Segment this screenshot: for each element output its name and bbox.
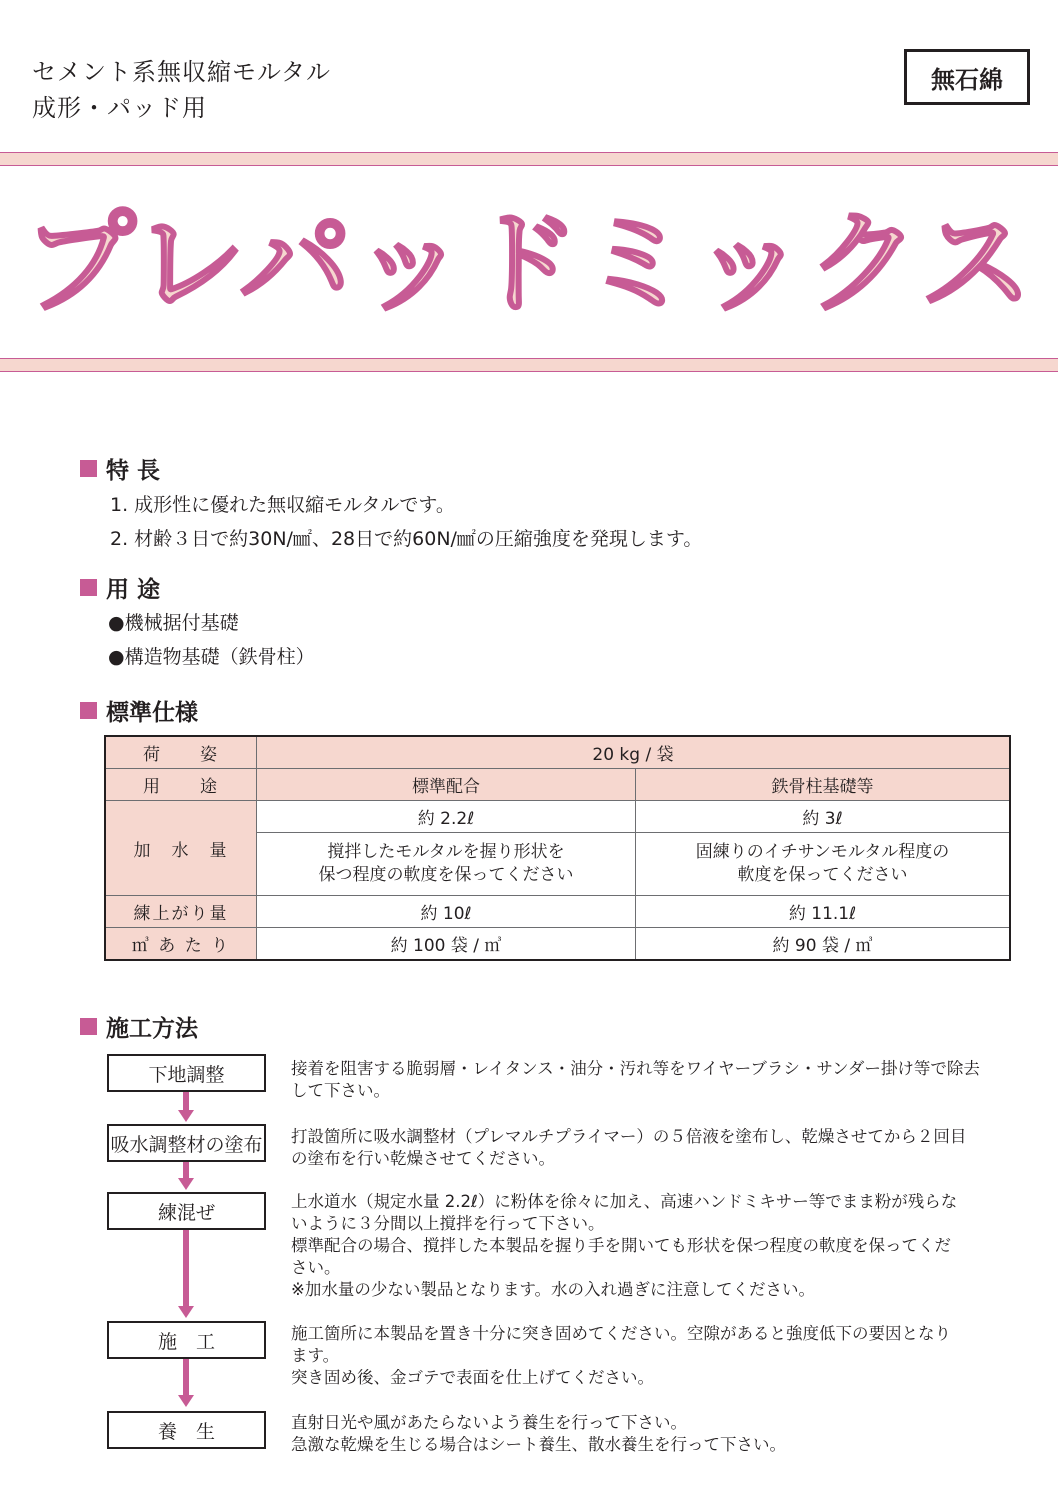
label-per-m3: ㎥ あ た り [105,928,257,961]
step-desc-line: ※加水量の少ない製品となります。水の入れ過ぎに注意してください。 [291,1280,816,1299]
top-band [0,152,1058,166]
step-desc-line: 上水道水（規定水量 2.2ℓ）に粉体を徐々に加え、高速ハンドミキサー等でまま粉が残らな [291,1192,958,1211]
water-col1-note [257,833,636,896]
features-heading-text: 特 長 [106,458,161,484]
use-col2: 鉄骨柱基礎等 [636,769,1011,801]
step-desc-line: ます。 [291,1346,340,1365]
step-desc-line: 施工箇所に本製品を置き十分に突き固めてください。空隙があると強度低下の要因となり [291,1324,951,1343]
use-item-1: ●機械据付基礎 [108,612,239,634]
down-arrow-icon [180,1092,192,1124]
step-desc-line: 標準配合の場合、撹拌した本製品を握り手を開いても形状を保つ程度の軟度を保ってくだ [291,1236,951,1255]
down-arrow-icon [180,1230,192,1320]
step-desc-1 [291,1058,991,1102]
asbestos-free-badge: 無石綿 [904,49,1030,105]
table-row [105,896,1010,928]
down-arrow-icon [180,1162,192,1192]
bottom-band [0,358,1058,372]
yield-col2: 約 11.1ℓ [636,896,1011,928]
heading-square-icon [80,579,97,596]
step-desc-line: さい。 [291,1258,341,1277]
water-col1-amount: 約 2.2ℓ [257,801,636,833]
water-col2-note-line2: 軟度を保ってください [737,865,908,885]
water-col2-note [636,833,1011,896]
method-heading-text: 施工方法 [106,1016,198,1042]
water-col1-note-line1: 撹拌したモルタルを握り形状を [327,842,565,862]
yield-col1: 約 10ℓ [257,896,636,928]
step-desc-line: して下さい。 [291,1081,390,1100]
features-heading [80,452,160,485]
table-row [105,928,1010,961]
down-arrow-icon [180,1359,192,1409]
step-desc-3 [291,1191,991,1301]
heading-square-icon [80,460,97,477]
step-desc-line: 打設箇所に吸水調整材（プレマルチプライマー）の５倍液を塗布し、乾燥させてから２回目 [291,1127,967,1146]
water-col2-amount: 約 3ℓ [636,801,1011,833]
step-desc-4 [291,1323,991,1389]
product-title [0,190,1058,330]
step-desc-2 [291,1126,991,1170]
feature-item-1: 1. 成形性に優れた無収縮モルタルです。 [110,494,455,516]
table-row [105,769,1010,801]
spec-heading-text: 標準仕様 [106,700,198,726]
step-box-4: 施 工 [107,1321,266,1359]
label-package: 荷 姿 [105,736,257,769]
spec-table [104,735,1011,961]
water-col2-note-line1: 固練りのイチサンモルタル程度の [695,842,950,862]
product-title-text: プレパッドミックス [23,199,1035,329]
step-box-5: 養 生 [107,1411,266,1449]
step-desc-line: 接着を阻害する脆弱層・レイタンス・油分・汚れ等をワイヤーブラシ・サンダー掛け等で除去 [291,1059,980,1078]
value-package: 20 kg / 袋 [257,736,1011,769]
method-heading [80,1010,198,1043]
water-col1-note-line2: 保つ程度の軟度を保ってください [318,865,574,885]
per-m3-col2: 約 90 袋 / ㎥ [636,928,1011,961]
use-item-2: ●構造物基礎（鉄骨柱） [108,646,315,668]
label-use: 用 途 [105,769,257,801]
spec-heading [80,694,198,727]
step-desc-line: 突き固め後、金ゴテで表面を仕上げてください。 [291,1368,654,1387]
uses-heading-text: 用 途 [106,577,161,603]
subtitle-line-2: 成形・パッド用 [32,94,207,122]
table-row [105,801,1010,833]
uses-heading [80,571,160,604]
feature-item-2: 2. 材齢３日で約30N/㎟、28日で約60N/㎟の圧縮強度を発現します。 [110,528,703,550]
label-yield: 練上がり量 [105,896,257,928]
step-box-3: 練混ぜ [107,1192,266,1230]
step-desc-line: いように３分間以上撹拌を行って下さい。 [291,1214,605,1233]
heading-square-icon [80,702,97,719]
per-m3-col1: 約 100 袋 / ㎥ [257,928,636,961]
heading-square-icon [80,1018,97,1035]
step-desc-5 [291,1412,991,1456]
label-water: 加 水 量 [105,801,257,896]
step-box-1: 下地調整 [107,1054,266,1092]
step-desc-line: 直射日光や風があたらないよう養生を行って下さい。 [291,1413,687,1432]
table-row [105,736,1010,769]
use-col1: 標準配合 [257,769,636,801]
step-desc-line: の塗布を行い乾燥させてください。 [291,1149,555,1168]
step-desc-line: 急激な乾燥を生じる場合はシート養生、散水養生を行って下さい。 [291,1435,786,1454]
subtitle-line-1: セメント系無収縮モルタル [32,58,332,86]
step-box-2: 吸水調整材の塗布 [107,1124,266,1162]
